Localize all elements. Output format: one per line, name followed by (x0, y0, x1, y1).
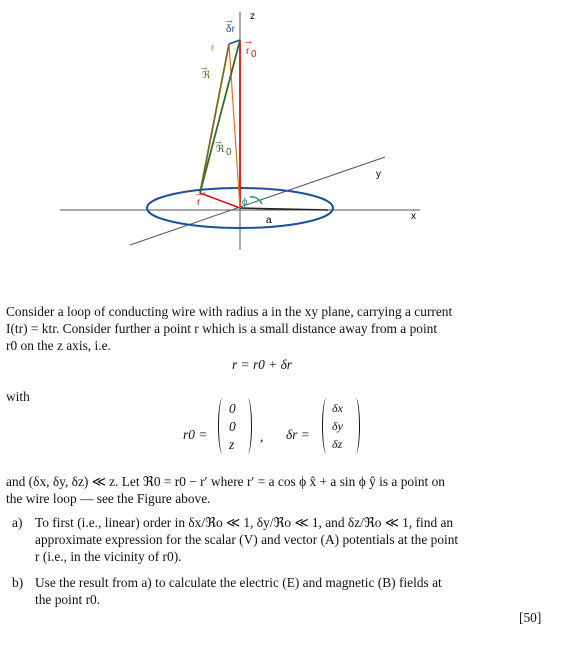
delta-r-arrow: → (226, 17, 233, 26)
paragraph-2-line-1: and (δx, δy, δz) ≪ z. Let ℜ0 = r0 − r′ where r′ = a cos ϕ x̂ + a sin ϕ ŷ is a point on (6, 474, 445, 489)
part-b-line-2: the point r0. (35, 592, 101, 607)
vector-dr-entry: δz (332, 437, 343, 451)
vector-r0-matrix (218, 398, 252, 456)
right-paren (243, 398, 252, 454)
part-b-line-1: Use the result from a) to calculate the electric (E) and magnetic (B) fields at (35, 575, 442, 590)
r0-arrow: → (245, 38, 252, 47)
y-axis-label: y (376, 169, 381, 180)
left-paren (218, 398, 227, 454)
r-prime-arrow: → (196, 190, 203, 199)
vector-dr-entry: δx (332, 401, 343, 415)
vector-separator: , (260, 429, 264, 444)
with-label: with (6, 389, 30, 404)
left-paren (322, 398, 331, 454)
r-vector (229, 44, 240, 208)
marks-label: [50] (519, 610, 542, 625)
R0-arrow: → (215, 138, 222, 147)
paragraph-1-line-3: r0 on the z axis, i.e. (6, 338, 111, 353)
part-a-line-1: To first (i.e., linear) order in δx/ℜo ≪ 1, δy/ℜo ≪ 1, and δz/ℜo ≪ 1, find an (35, 515, 454, 530)
R-arrow: → (201, 64, 208, 73)
r-prime-mark: ′ (203, 191, 205, 202)
vector-r0-entry: 0 (229, 419, 236, 434)
equation-r: r = r0 + δr (232, 357, 293, 372)
part-a-line-2: approximate expression for the scalar (V) and vector (A) potentials at the point (35, 532, 459, 547)
r0-label: r (246, 46, 250, 57)
part-a-line-3: r (i.e., in the vicinity of r0). (35, 549, 182, 564)
R0-label: ℜ (216, 144, 225, 155)
part-b-label: b) (12, 575, 24, 590)
R-label: ℜ (202, 70, 211, 81)
r-prime-label: r (197, 197, 201, 208)
vector-dr-matrix (322, 398, 360, 456)
x-axis-label: x (411, 211, 416, 222)
r-prime-vector (200, 193, 240, 208)
z-axis-label: z (250, 11, 255, 22)
vector-dr-lhs: δr = (286, 427, 310, 442)
phi-label: ϕ (242, 197, 248, 208)
y-axis-line (130, 157, 385, 245)
right-paren (351, 398, 360, 454)
paragraph-1-line-2: I(tr) = ktr. Consider further a point r which is a small distance away from a point (6, 321, 438, 336)
vector-dr-entry: δy (332, 419, 343, 433)
radius-a-label: a (266, 215, 272, 226)
vector-r0-entry: z (229, 437, 235, 452)
paragraph-1-line-1: Consider a loop of conducting wire with radius a in the xy plane, carrying a current (6, 304, 453, 319)
vector-r0-entry: 0 (229, 401, 236, 416)
vector-r0-lhs: r0 = (183, 427, 208, 442)
coordinate-figure (0, 0, 579, 260)
paragraph-2-line-2: the wire loop — see the Figure above. (6, 491, 211, 506)
R0-sub-label: 0 (226, 147, 232, 158)
delta-r-label: δr (226, 24, 235, 35)
r-top-label: r (211, 43, 215, 54)
part-a-label: a) (12, 515, 23, 530)
r0-sub-label: 0 (251, 49, 257, 60)
